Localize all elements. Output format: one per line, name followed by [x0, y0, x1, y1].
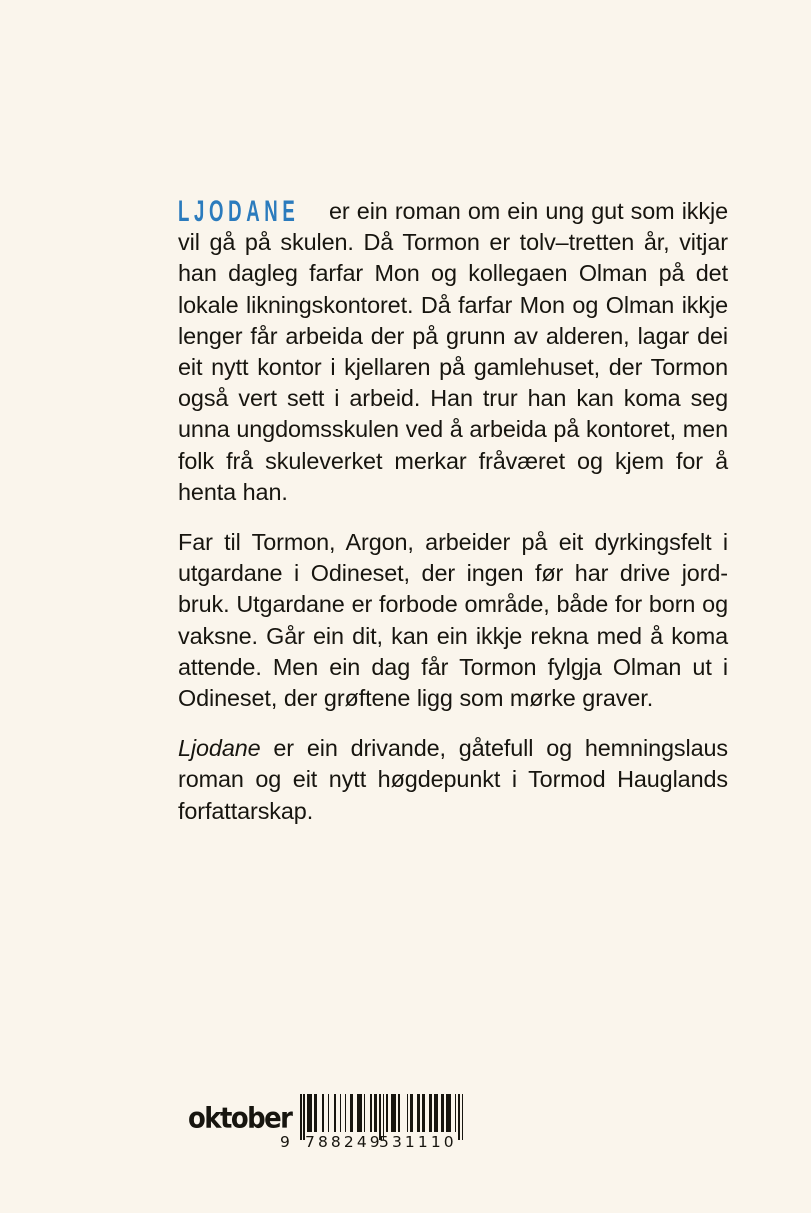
- book-title-italic: Ljodane: [178, 735, 261, 762]
- blurb-text-block: [178, 196, 728, 827]
- publisher-logo-oktober: oktober: [188, 1101, 292, 1135]
- barcode-lead-digit: 9: [280, 1133, 290, 1151]
- barcode-bar: [462, 1094, 464, 1140]
- isbn-barcode: [278, 1086, 457, 1152]
- blurb-paragraph-1: LJODANE er ein roman om ein ung gut som ikkje vil gå på skulen. Då Tormon er tolv–tretten år, vitjar han dagleg farfar Mon og kollegaen Olman på det lokale likningskontoret. Då farfar Mon og Olman ikkje lenger får arbeida der på grunn av alderen, lagar dei eit nytt kontor i kjellaren på gamlehuset, der Tormon også vert sett i arbeid. Han trur han kan koma seg unna ungdomsskulen ved å arbeida på kontoret, men folk frå skuleverket merkar fråværet og kjem for å henta han.: [178, 195, 728, 505]
- blurb-paragraph-3: [178, 733, 728, 827]
- barcode-right-group: 531110: [379, 1133, 457, 1151]
- blurb-paragraph-3-text: er ein drivande, gåtefull og hemningslaus roman og eit nytt høgdepunkt i Tormod Hauglands forfattarskap.: [178, 735, 728, 824]
- barcode-digits: [278, 1132, 457, 1152]
- blurb-paragraph-2: Far til Tormon, Argon, arbeider på eit dyrkingsfelt i utgardane i Odineset, der ingen før har drive jord-bruk. Utgardane er forbode område, både for born og vaksne. Går ein dit, kan ein ikkje rekna med å koma attende. Men ein dag får Tormon fylgja Olman ut i Odineset, der grøftene ligg som mørke graver.: [178, 529, 728, 712]
- barcode-bar: [400, 1094, 407, 1132]
- blurb-paragraph-1-text: er ein roman om ein ung gut som ikkje vil gå på skulen. Då Tormon er tolv–tretten år, vitjar han dagleg farfar Mon og kollegaen Olman på det lokale likningskontoret. Då farfar Mon og Olman ikkje lenger får arbeida der på grunn av alderen, lagar dei eit nytt kontor i kjellaren på gamlehuset, der Tormon også vert sett i arbeid. Han trur han kan koma seg unna ungdomsskulen ved å arbeida på kontoret, men folk frå skuleverket merkar fråværet og kjem for å henta han.: [178, 198, 728, 505]
- cover-footer: [178, 1086, 598, 1156]
- barcode-left-group: 788249: [305, 1133, 383, 1151]
